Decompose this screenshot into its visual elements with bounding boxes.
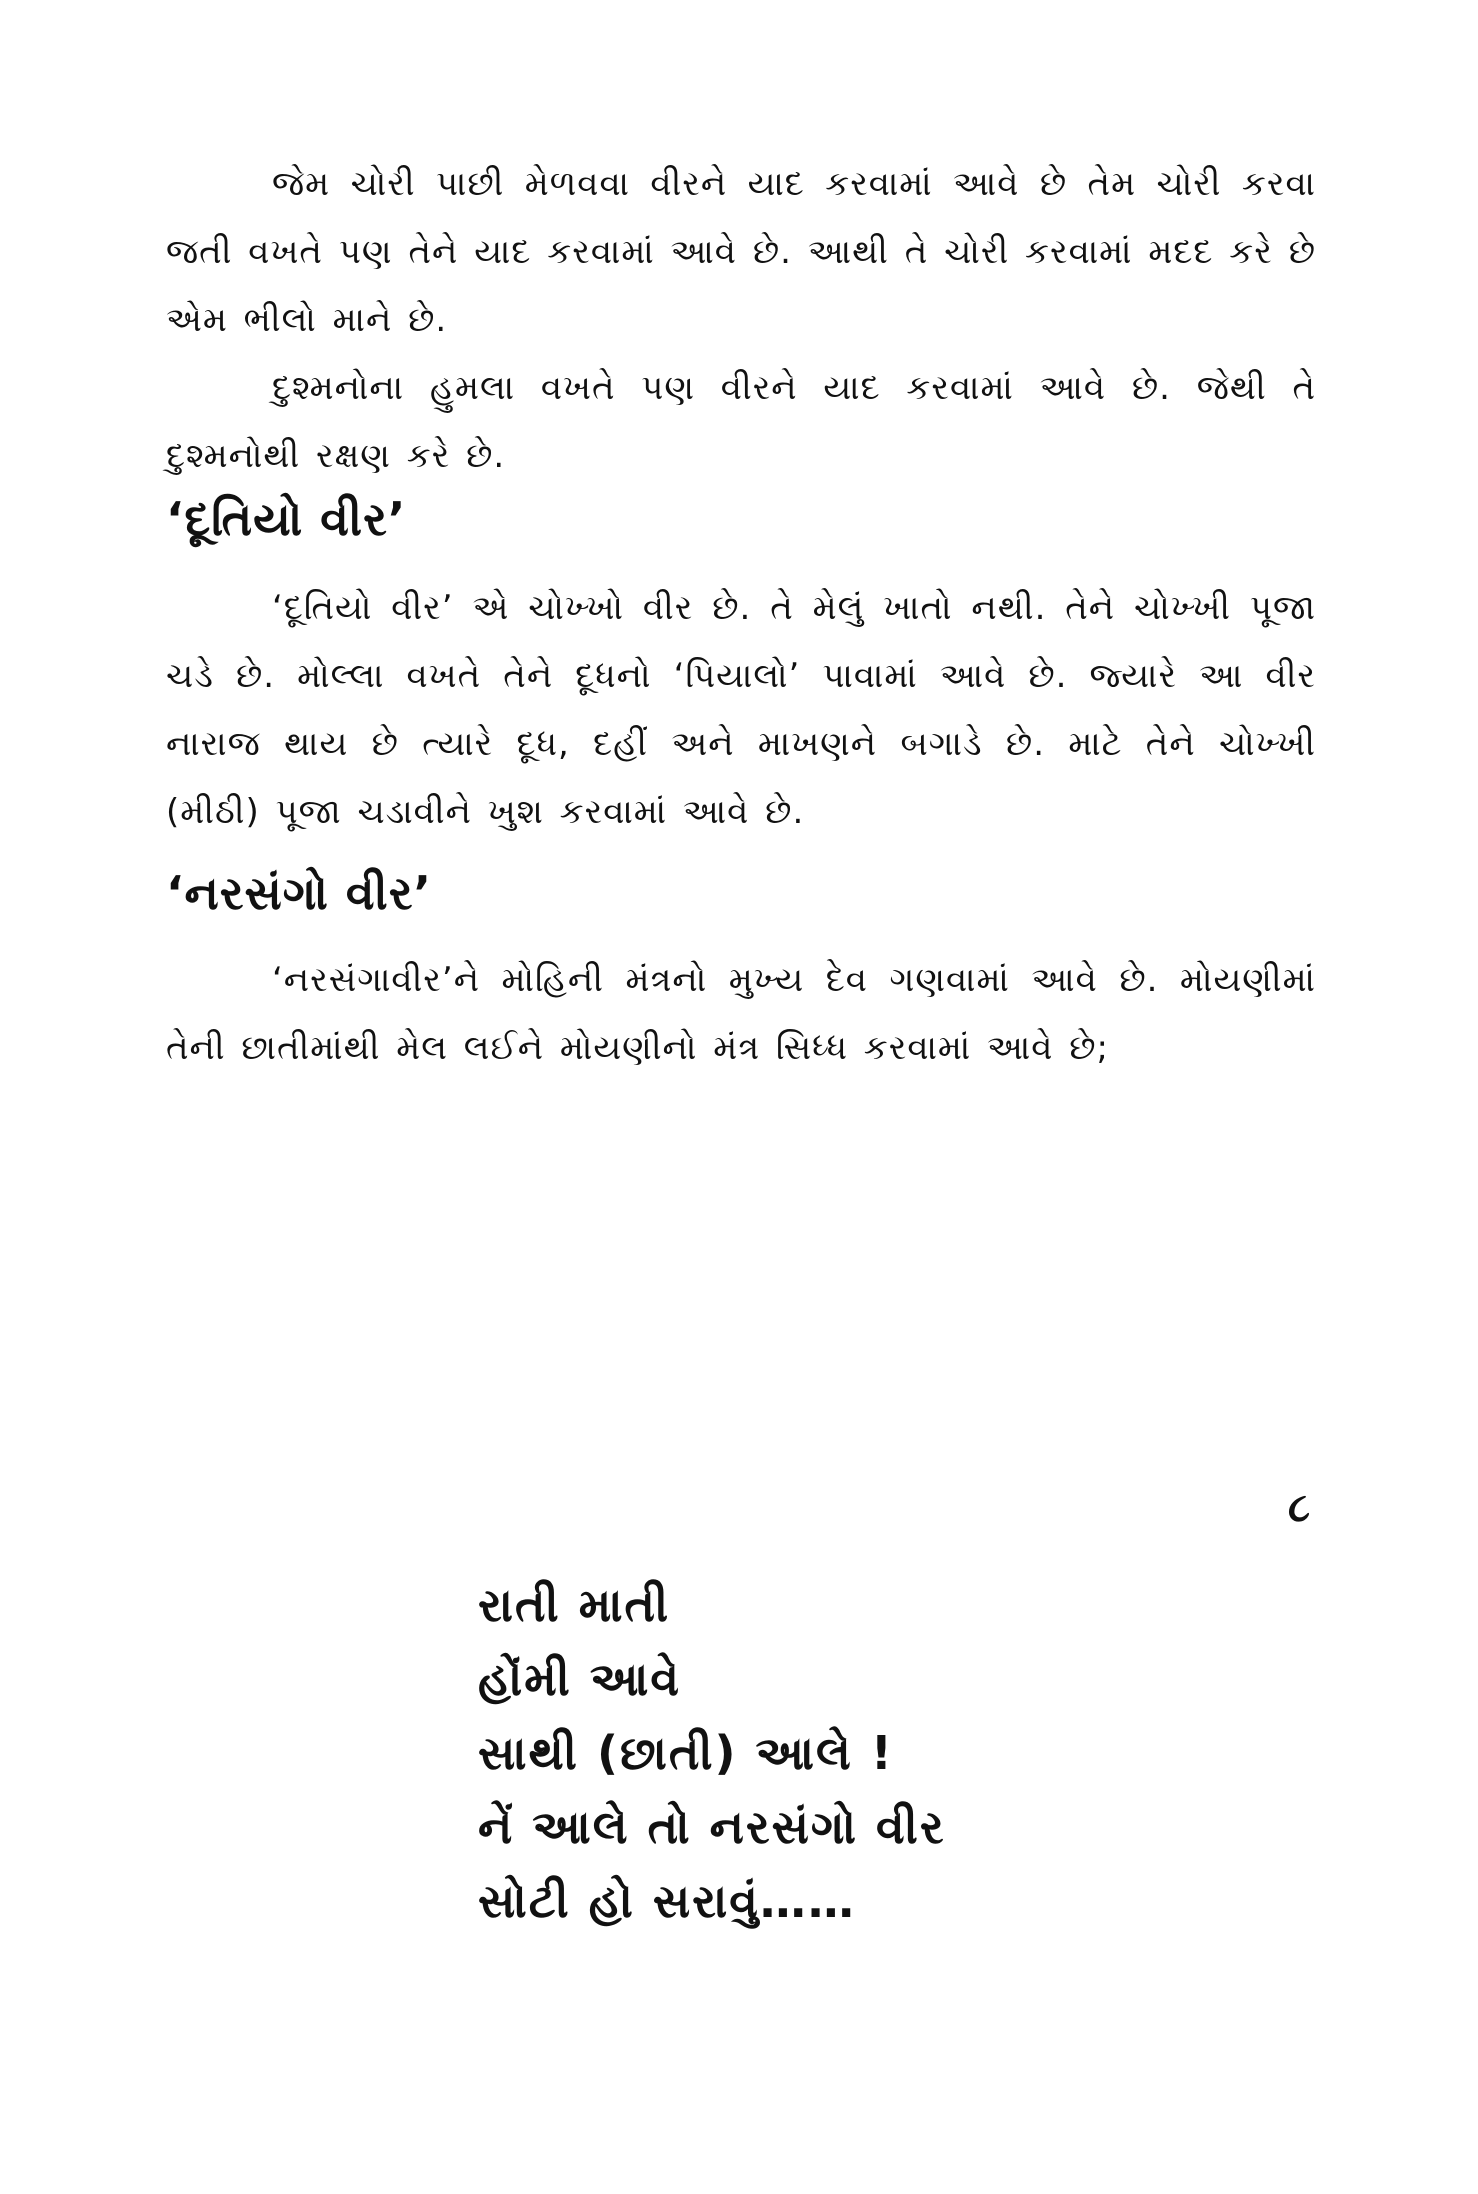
paragraph-theft: [166, 150, 1316, 354]
heading-dutiyo-vir: ‘દૂતિયો વીર’: [166, 492, 407, 546]
paragraph-text: જેમ ચોરી પાછી મેળવવા વીરને યાદ કરવામાં આવે છે તેમ ચોરી કરવા જતી વખતે પણ તેને યાદ કરવામાં આવે છે. આથી તે ચોરી કરવામાં મદદ કરે છે એમ ભીલો માને છે.: [166, 164, 1316, 340]
verse-line: સોટી હો સરાવું……: [478, 1874, 856, 1928]
verse-line: સાથી (છાતી) આલે !: [478, 1726, 894, 1780]
paragraph-enemies: [166, 354, 1316, 490]
paragraph-text: ‘દૂતિયો વીર’ એ ચોખ્ખો વીર છે. તે મેલું ખાતો નથી. તેને ચોખ્ખી પૂજા ચડે છે. મોલ્લા વખતે તેને દૂધનો ‘પિયાલો’ પાવામાં આવે છે. જ્યારે આ વીર નારાજ થાય છે ત્યારે દૂધ, દહીં અને માખણને બગાડે છે. માટે તેને ચોખ્ખી (મીઠી) પૂજા ચડાવીને ખુશ કરવામાં આવે છે.: [166, 588, 1316, 832]
verse-line: હોંમી આવે: [478, 1652, 682, 1706]
paragraph-narsango-vir: [166, 946, 1316, 1082]
page-number: ૮: [1288, 1485, 1310, 1531]
heading-narsango-vir: ‘નરસંગો વીર’: [166, 866, 432, 920]
verse-line: નેં આલે તો નરસંગો વીર: [478, 1800, 946, 1854]
paragraph-text: ‘નરસંગાવીર’ને મોહિની મંત્રનો મુખ્ય દેવ ગણવામાં આવે છે. મોયણીમાં તેની છાતીમાંથી મેલ લઈને મોયણીનો મંત્ર સિધ્ધ કરવામાં આવે છે;: [166, 960, 1316, 1068]
verse-line: રાતી માતી: [478, 1578, 671, 1632]
mantra-verse: [478, 1568, 1178, 1938]
paragraph-text: દુશ્મનોના હુમલા વખતે પણ વીરને યાદ કરવામાં આવે છે. જેથી તે દુશ્મનોથી રક્ષણ કરે છે.: [166, 368, 1316, 476]
paragraph-dutiyo-vir: [166, 574, 1316, 846]
